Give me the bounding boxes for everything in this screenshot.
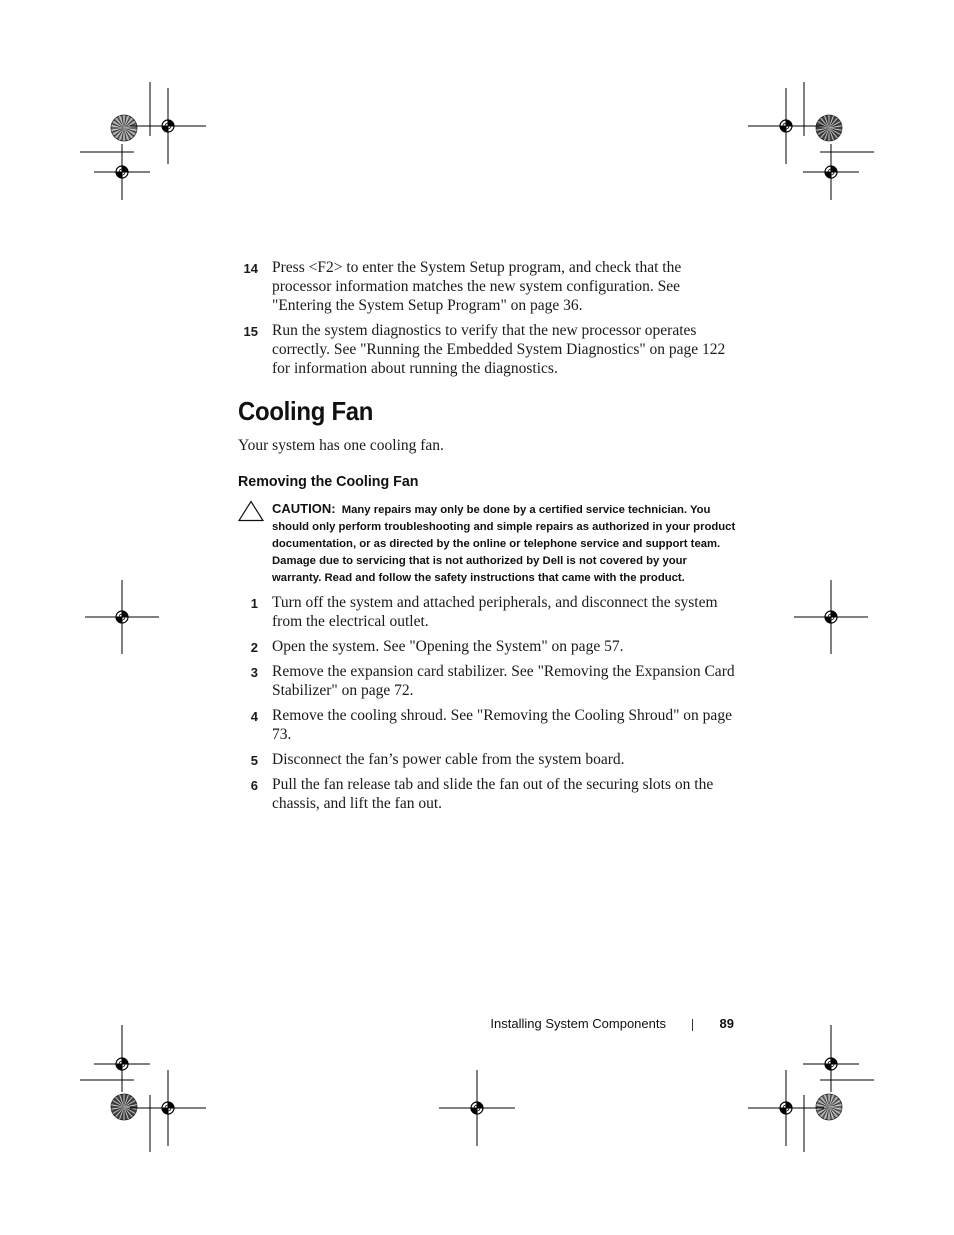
page-number: 89 bbox=[719, 1016, 734, 1031]
printer-color-wheel-icon bbox=[111, 1094, 137, 1120]
section-title: Cooling Fan bbox=[238, 396, 374, 426]
step-number: 5 bbox=[250, 753, 258, 768]
caution-text: Many repairs may only be done by a certified service technician. You should only perform troubleshooting and simple repairs as authorized in your product documentation, or as directed by the online or telephone service and support team. Damage due to servicing that is not authorized by Dell is not covered by your warranty. Read and follow the safety instructions that came with the product. bbox=[272, 504, 736, 584]
step-15 bbox=[238, 321, 738, 378]
footer-separator bbox=[692, 1019, 693, 1031]
registration-mark-icon bbox=[748, 88, 824, 164]
subsection-title: Removing the Cooling Fan bbox=[238, 473, 419, 490]
registration-mark-icon bbox=[803, 1036, 859, 1092]
step-1 bbox=[238, 593, 738, 631]
step-text: Turn off the system and attached peripherals, and disconnect the system from the electrical outlet. bbox=[272, 594, 718, 630]
main-content bbox=[238, 258, 738, 819]
step-3 bbox=[238, 662, 738, 700]
step-text: Open the system. See "Opening the System" on page 57. bbox=[272, 638, 624, 655]
caution-label: CAUTION: bbox=[272, 501, 336, 516]
caution-notice bbox=[238, 500, 738, 587]
step-14 bbox=[238, 258, 738, 315]
page-footer bbox=[0, 1016, 954, 1036]
registration-mark-icon bbox=[794, 580, 868, 654]
step-number: 6 bbox=[250, 778, 258, 793]
registration-mark-icon bbox=[439, 1070, 515, 1146]
step-text: Run the system diagnostics to verify that the new processor operates correctly. See "Running the Embedded System Diagnostics" on page 122 for information about running the diagnostics. bbox=[272, 322, 726, 377]
printer-color-wheel-icon bbox=[816, 115, 842, 141]
step-text: Press <F2> to enter the System Setup program, and check that the processor information matches the new system configuration. See "Entering the System Setup Program" on page 36. bbox=[272, 259, 682, 314]
step-number: 14 bbox=[243, 261, 258, 276]
step-6 bbox=[238, 775, 738, 813]
registration-mark-icon bbox=[85, 580, 159, 654]
step-5 bbox=[238, 750, 738, 769]
registration-mark-icon bbox=[130, 88, 206, 164]
printer-color-wheel-icon bbox=[111, 115, 137, 141]
step-number: 4 bbox=[250, 709, 258, 724]
step-text: Remove the expansion card stabilizer. See "Removing the Expansion Card Stabilizer" on page 72. bbox=[272, 663, 735, 699]
registration-mark-icon bbox=[130, 1070, 206, 1146]
step-text: Remove the cooling shroud. See "Removing the Cooling Shroud" on page 73. bbox=[272, 707, 732, 743]
footer-section-title: Installing System Components bbox=[490, 1016, 666, 1031]
step-number: 2 bbox=[250, 640, 258, 655]
step-number: 15 bbox=[243, 324, 258, 339]
printer-color-wheel-icon bbox=[816, 1094, 842, 1120]
registration-mark-icon bbox=[94, 1036, 150, 1092]
step-number: 1 bbox=[250, 596, 258, 611]
step-2 bbox=[238, 637, 738, 656]
step-text: Pull the fan release tab and slide the fan out of the securing slots on the chassis, and lift the fan out. bbox=[272, 776, 714, 812]
section-intro: Your system has one cooling fan. bbox=[238, 437, 444, 454]
step-number: 3 bbox=[250, 665, 258, 680]
caution-triangle-icon bbox=[238, 500, 264, 522]
step-4 bbox=[238, 706, 738, 744]
registration-mark-icon bbox=[748, 1070, 824, 1146]
step-text: Disconnect the fan’s power cable from the system board. bbox=[272, 751, 625, 768]
